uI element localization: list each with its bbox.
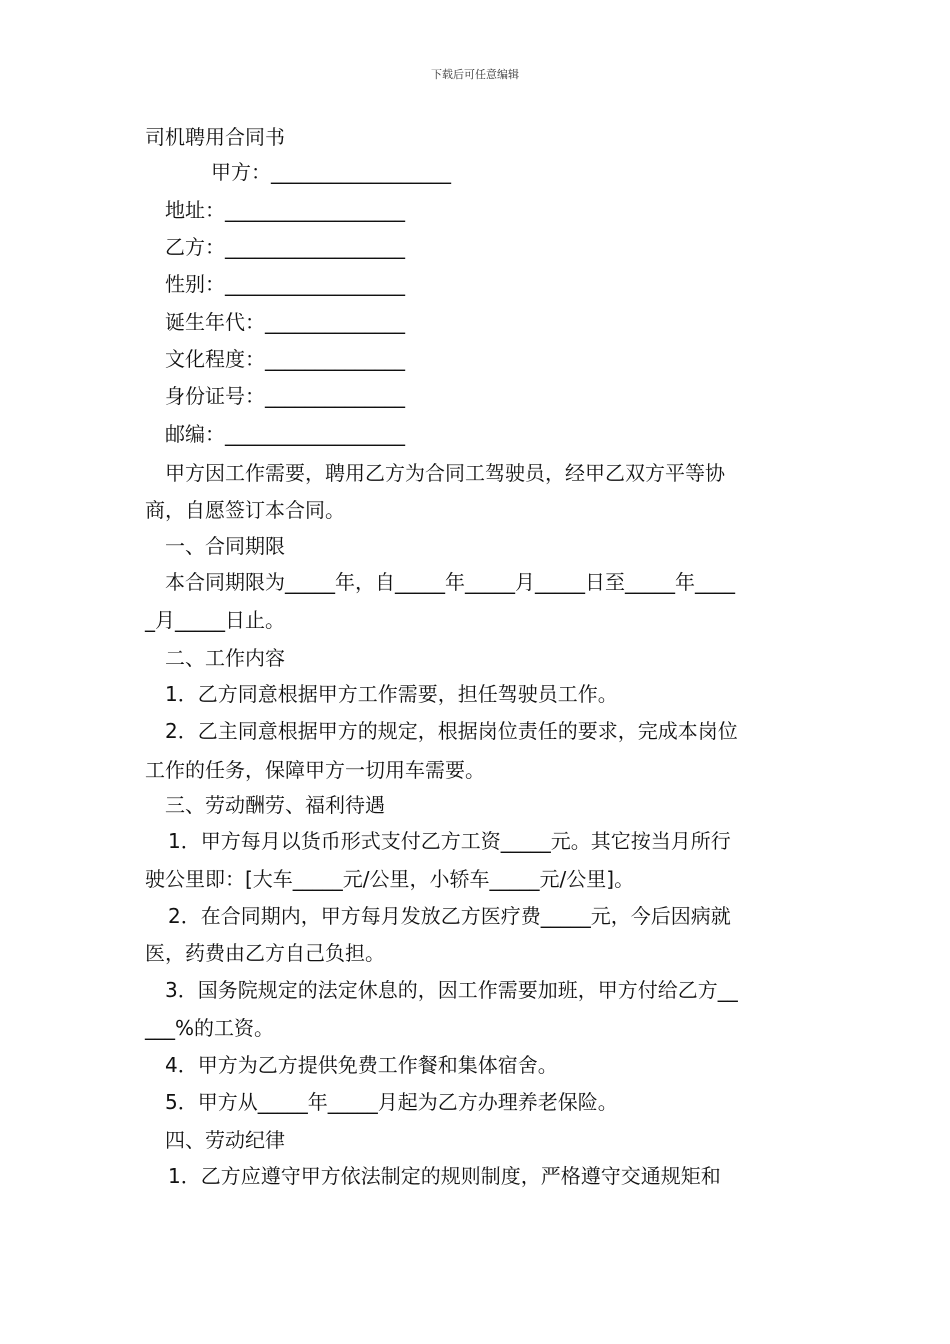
section-3-item-1-line-2: 驶公里即：[大车_____元/公里，小轿车_____元/公里]。: [145, 867, 635, 891]
intro-line-2: 商，自愿签订本合同。: [145, 498, 345, 522]
section-3-item-2-line-2: 医，药费由乙方自己负担。: [145, 941, 385, 965]
document-title: 司机聘用合同书: [145, 125, 285, 149]
section-3-heading: 三、劳动酬劳、福利待遇: [165, 793, 385, 817]
section-2-item-2-line-1: 2．乙主同意根据甲方的规定，根据岗位责任的要求，完成本岗位: [165, 719, 738, 743]
section-3-item-3-line-1: 3．国务院规定的法定休息的，因工作需要加班，甲方付给乙方__: [165, 978, 738, 1002]
section-4-item-1-line-1: 1．乙方应遵守甲方依法制定的规则制度，严格遵守交通规矩和: [168, 1164, 721, 1188]
section-1-line-1: 本合同期限为_____年，自_____年_____月_____日至_____年____: [165, 570, 735, 594]
section-3-item-1-line-1: 1．甲方每月以货币形式支付乙方工资_____元。其它按当月所行: [168, 829, 731, 853]
section-1-heading: 一、合同期限: [165, 534, 285, 558]
header-note: 下载后可任意编辑: [431, 68, 519, 81]
intro-line-1: 甲方因工作需要，聘用乙方为合同工驾驶员，经甲乙双方平等协: [165, 461, 725, 485]
section-2-heading: 二、工作内容: [165, 646, 285, 670]
section-3-item-4: 4．甲方为乙方提供免费工作餐和集体宿舍。: [165, 1053, 558, 1077]
field-party-b: 乙方：__________________: [165, 235, 405, 259]
field-id-number: 身份证号：______________: [165, 384, 405, 408]
section-3-item-2-line-1: 2．在合同期内，甲方每月发放乙方医疗费_____元，今后因病就: [168, 904, 731, 928]
section-1-line-2: _月_____日止。: [145, 608, 285, 632]
field-address: 地址：__________________: [165, 198, 405, 222]
section-3-item-3-line-2: ___%的工资。: [145, 1016, 275, 1040]
field-education: 文化程度：______________: [165, 347, 405, 371]
section-3-item-5: 5．甲方从_____年_____月起为乙方办理养老保险。: [165, 1090, 618, 1114]
section-2-item-2-line-2: 工作的任务，保障甲方一切用车需要。: [145, 758, 485, 782]
field-party-a: 甲方：__________________: [211, 160, 451, 184]
section-4-heading: 四、劳动纪律: [165, 1128, 285, 1152]
section-2-item-1: 1．乙方同意根据甲方工作需要，担任驾驶员工作。: [165, 682, 618, 706]
field-gender: 性别：__________________: [165, 272, 405, 296]
field-postcode: 邮编：__________________: [165, 422, 405, 446]
field-birth-era: 诞生年代：______________: [165, 310, 405, 334]
